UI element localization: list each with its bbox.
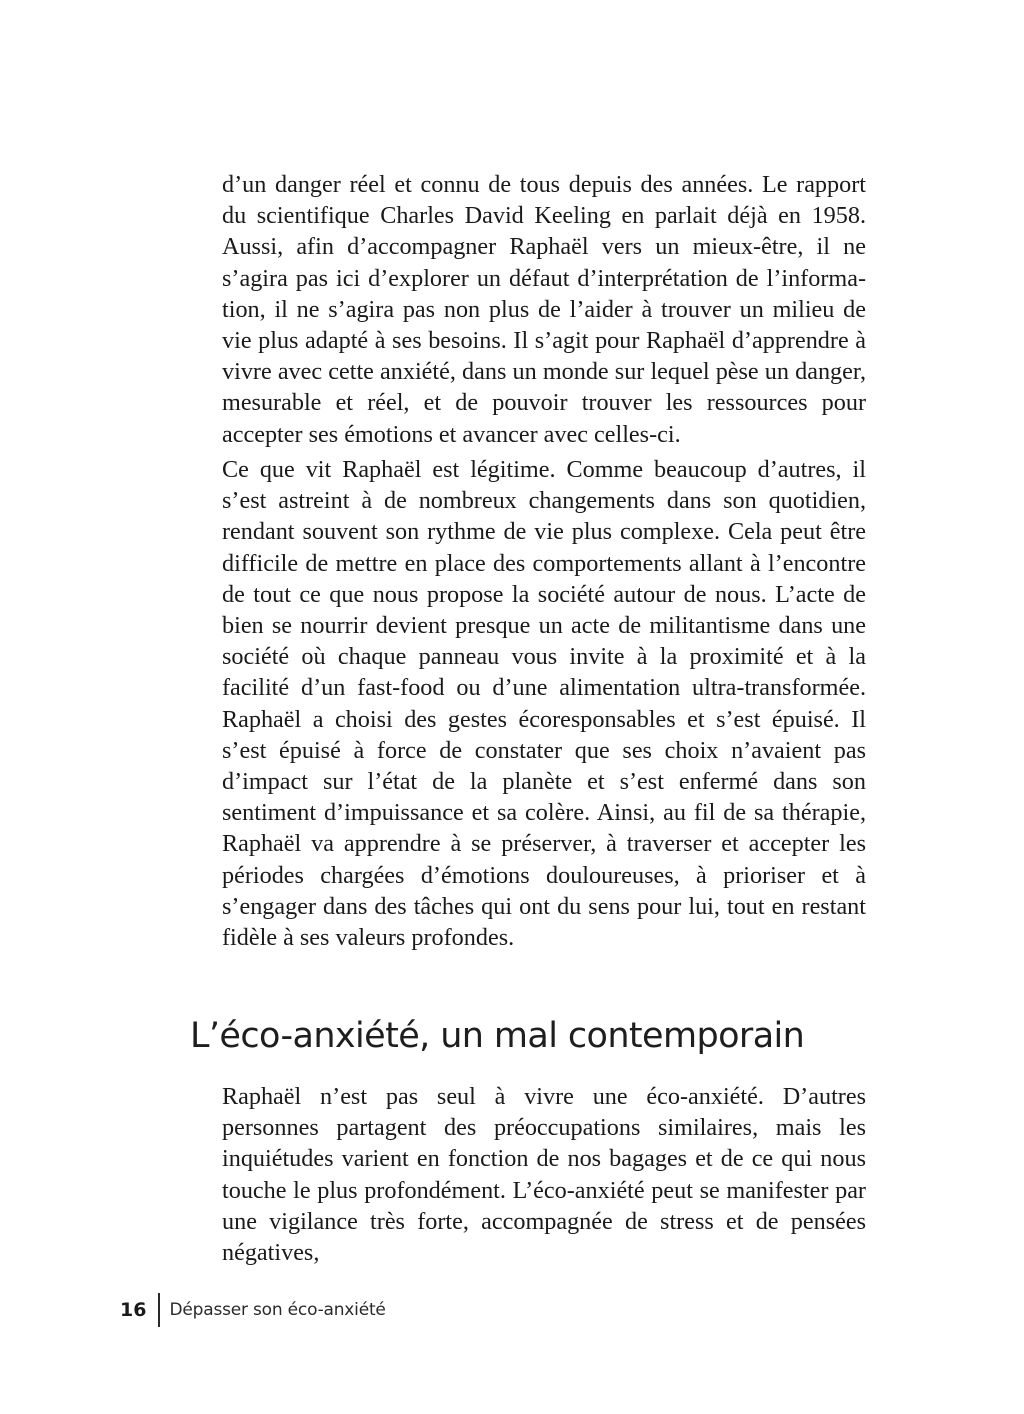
body-paragraph-1: d’un danger réel et connu de tous depuis des années. Le rapport du scientifique Charles David Keeling en parlait déjà en 1958. Aussi, afin d’accompagner Raphaël vers un mieux-être, il ne s’agira pas ici d’explorer un défaut d’interprétation de l’information, il ne s’agira pas non plus de l’aider à trouver un milieu de vie plus adapté à ses besoins. Il s’agit pour Raphaël d’apprendre à vivre avec cette anxiété, dans un monde sur lequel pèse un danger, mesurable et réel, et de pouvoir trouver les ressources pour accepter ses émotions et avancer avec celles-ci. [222,171,866,448]
page-footer [120,1290,386,1330]
section-heading: L’éco-anxiété, un mal contemporain [190,1016,805,1056]
body-paragraph-2: Ce que vit Raphaël est légitime. Comme beaucoup d’autres, il s’est astreint à de nombreux changements dans son quotidien, rendant souvent son rythme de vie plus complexe. Cela peut être difficile de mettre en place des comportements allant à l’encontre de tout ce que nous propose la société autour de nous. L’acte de bien se nourrir devient presque un acte de militantisme dans une société où chaque panneau vous invite à la proximité et à la facilité d’un fast-food ou d’une alimentation ultra-transformée. Raphaël a choisi des gestes écoresponsables et s’est épuisé. Il s’est épuisé à force de constater que ses choix n’avaient pas d’impact sur l’état de la planète et s’est enfermé dans son sentiment d’impuissance et sa colère. Ainsi, au fil de sa thérapie, Raphaël va apprendre à se préserver, à traverser et accepter les périodes chargées d’émotions douloureuses, à prioriser et à s’engager dans des tâches qui ont du sens pour lui, tout en restant fidèle à ses valeurs profondes. [222,456,866,952]
running-title: Dépasser son éco-anxiété [169,1300,386,1320]
page-number: 16 [120,1299,147,1321]
body-paragraph-3: Raphaël n’est pas seul à vivre une éco-anxiété. D’autres personnes partagent des préoccupations similaires, mais les inquiétudes varient en fonction de nos bagages et de ce qui nous touche le plus profondément. L’éco-anxiété peut se manifester par une vigilance très forte, accompagnée de stress et de pensées négatives, [222,1083,866,1267]
footer-divider [158,1293,160,1327]
